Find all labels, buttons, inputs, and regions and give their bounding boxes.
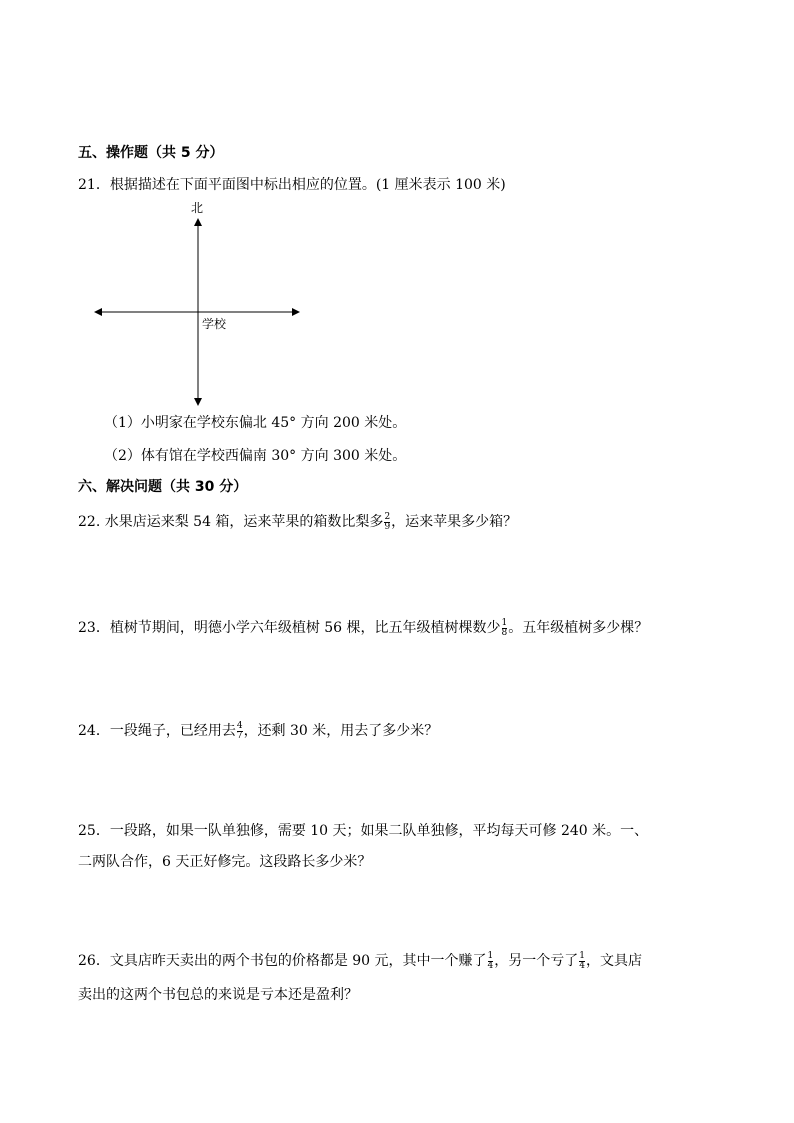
question-26-line-2: 卖出的这两个书包总的来说是亏本还是盈利？ (78, 987, 358, 1003)
question-23-text: 23．植树节期间，明德小学六年级植树 56 棵，比五年级植树棵数少 (78, 620, 501, 636)
question-26-text-middle: ，另一个亏了 (494, 953, 579, 969)
fraction-2-9: $\frac{2}{9}$ (384, 511, 391, 532)
question-22-text: 22. 水果店运来梨 54 箱，运来苹果的箱数比梨多 (78, 514, 384, 530)
question-21-item-1: （1）小明家在学校东偏北 45° 方向 200 米处。 (104, 415, 407, 431)
question-24-text-end: ，还剩 30 米，用去了多少米？ (243, 723, 439, 739)
question-24 (78, 721, 438, 741)
question-22 (78, 512, 517, 532)
north-label: 北 (191, 201, 204, 215)
question-24-text: 24．一段绳子，已经用去 (78, 723, 236, 739)
question-26-text-end: ，文具店 (586, 953, 642, 969)
section-5-heading: 五、操作题（共 5 分） (78, 145, 224, 161)
question-23-text-end: 。五年级植树多少棵？ (508, 620, 649, 636)
coordinate-diagram (90, 198, 310, 410)
question-25-line-2: 二两队合作，6 天正好修完。这段路长多少米？ (78, 854, 372, 870)
question-26-line-1 (78, 951, 642, 971)
fraction-4-7: $\frac{4}{7}$ (236, 720, 243, 741)
fraction-1-8: $\frac{1}{8}$ (501, 617, 508, 638)
question-25-line-1: 25．一段路，如果一队单独修，需要 10 天；如果二队单独修，平均每天可修 240 米。一、 (78, 823, 649, 839)
question-23 (78, 618, 648, 638)
school-label: 学校 (202, 317, 227, 331)
question-21-item-2: （2）体有馆在学校西偏南 30° 方向 300 米处。 (104, 448, 407, 464)
question-21-text: 21．根据描述在下面平面图中标出相应的位置。(1 厘米表示 100 米) (78, 177, 506, 193)
question-22-text-end: ，运来苹果多少箱？ (391, 514, 518, 530)
fraction-1-4-second: $\frac{1}{4}$ (579, 950, 585, 971)
fraction-1-4-first: $\frac{1}{4}$ (487, 950, 494, 971)
section-6-heading: 六、解决问题（共 30 分） (78, 479, 248, 495)
question-26-text: 26．文具店昨天卖出的两个书包的价格都是 90 元，其中一个赚了 (78, 953, 487, 969)
